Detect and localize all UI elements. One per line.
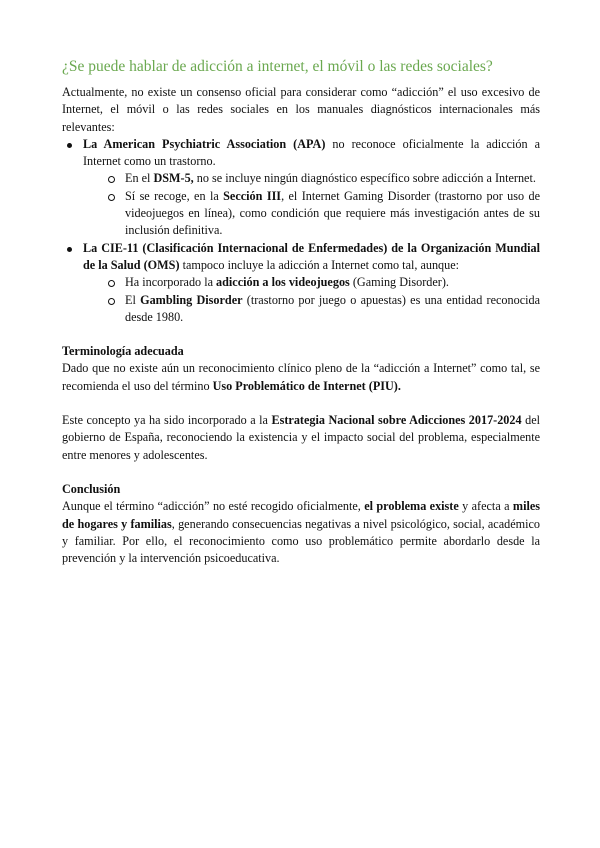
paragraph-bold: miles de hogares y familias [62, 499, 540, 531]
paragraph-text: , generando consecuencias negativas a nivel psicológico, social, académico y familiar. Por ello, el reconocimiento como uso problemático permite abordarlo desde la prevención y la intervención psicoeducativa. [62, 516, 541, 566]
sub-text: Ha incorporado la [125, 275, 217, 290]
sublist-item [104, 292, 540, 327]
terminology-paragraph [62, 360, 540, 395]
manuals-list [62, 136, 540, 326]
conclusion-heading: Conclusión [62, 481, 121, 496]
terminology-section [62, 343, 540, 395]
conclusion-paragraph [62, 498, 540, 567]
sublist-item [104, 188, 540, 240]
sub-text: (trastorno por juego o apuestas) es una entidad reconocida desde 1980. [125, 292, 540, 324]
apa-sublist [83, 170, 540, 239]
list-item-cie [62, 240, 540, 326]
paragraph-text: Este concepto ya ha sido incorporado a la [62, 413, 272, 428]
list-item-apa [62, 136, 540, 240]
cie-sublist [83, 274, 540, 326]
sublist-item [104, 274, 540, 291]
terminology-heading: Terminología adecuada [62, 344, 184, 359]
sub-text: (Gaming Disorder). [349, 275, 449, 290]
sub-bold: adicción a los videojuegos [216, 275, 350, 290]
sublist-item [104, 170, 540, 187]
paragraph-text: del gobierno de España, reconociendo la existencia y el impacto social del problema, especialmente entre menores y adolescentes. [62, 413, 540, 462]
cie-text: tampoco incluye la adicción a Internet como tal, aunque: [179, 257, 460, 272]
paragraph-text: y afecta a [458, 499, 513, 514]
sub-text: Sí se recoge, en la [125, 188, 224, 203]
sub-bold: Gambling Disorder [140, 292, 243, 307]
sub-text: , el Internet Gaming Disorder (trastorno por uso de videojuegos en línea), como condición que requiere más investigación antes de su inclusión definitiva. [125, 188, 540, 238]
intro-paragraph: Actualmente, no existe un consenso oficial para considerar como “adicción” el uso excesivo de Internet, el móvil o las redes sociales en los manuales diagnósticos internacionales más relevantes: [62, 85, 540, 134]
paragraph-text: Dado que no existe aún un reconocimiento clínico pleno de la “adicción a Internet” como tal, se recomienda el uso del término [62, 361, 540, 393]
cie-bold: La CIE-11 (Clasificación Internacional de Enfermedades) de la Organización Mundial de la Salud (OMS) [83, 240, 540, 272]
paragraph-bold: el problema existe [364, 499, 459, 514]
sub-bold: Sección III [223, 188, 282, 203]
sub-text: En el [125, 171, 154, 186]
strategy-section [62, 412, 540, 464]
strategy-paragraph [62, 412, 540, 464]
sub-bold: DSM-5, [153, 171, 194, 186]
apa-bold: La American Psychiatric Association (APA) [83, 136, 326, 151]
apa-text: no reconoce oficialmente la adicción a Internet como un trastorno. [83, 136, 541, 169]
paragraph-bold: Uso Problemático de Internet (PIU). [212, 378, 401, 393]
page-title: ¿Se puede hablar de adicción a internet, el móvil o las redes sociales? [62, 58, 493, 75]
sub-text: no se incluye ningún diagnóstico específico sobre adicción a Internet. [193, 171, 536, 186]
paragraph-bold: Estrategia Nacional sobre Adicciones 2017-2024 [271, 413, 522, 428]
sub-text: El [125, 292, 141, 307]
conclusion-section [62, 481, 540, 567]
paragraph-text: Aunque el término “adicción” no esté recogido oficialmente, [62, 499, 365, 514]
document-page [62, 56, 540, 567]
